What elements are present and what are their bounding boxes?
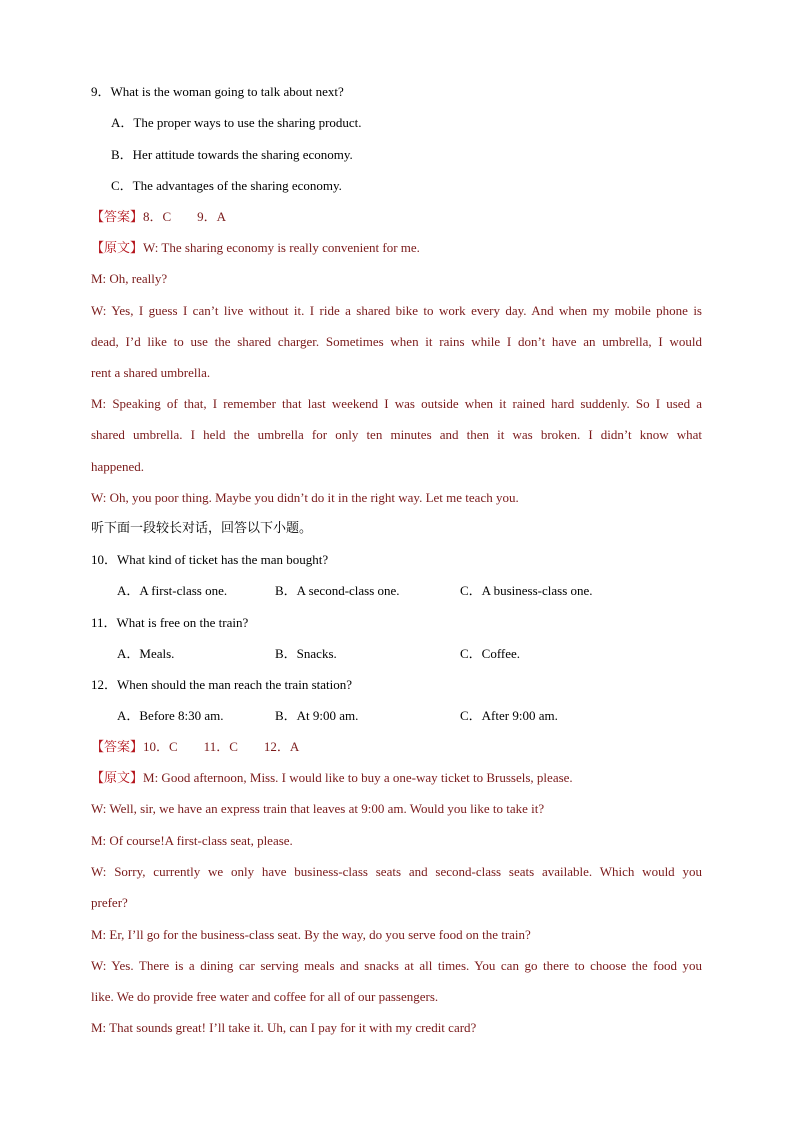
q12-option-a: A．Before 8:30 am.	[117, 708, 224, 723]
q11-option-a: A．Meals.	[117, 646, 175, 661]
transcript-line: M: Oh, really?	[91, 271, 168, 286]
transcript-line: M: Of course!A first-class seat, please.	[91, 833, 293, 848]
q11-option-b: B．Snacks.	[275, 646, 337, 661]
transcript-line: W: Yes. There is a dining car serving meals and snacks at all times. You can go there to choose the food you	[91, 958, 702, 973]
q10-option-c: C．A business-class one.	[460, 583, 593, 598]
q11-option-c: C．Coffee.	[460, 646, 521, 661]
question-12: 12．When should the man reach the train station?	[91, 677, 353, 692]
answer-block-1	[91, 209, 226, 225]
answer-text: 8．C 9．A	[143, 209, 227, 224]
transcript-tag: 【原文】	[91, 770, 144, 785]
transcript-line: dead, I’d like to use the shared charger. Sometimes when it rains while I don’t have an umbrella, I would	[91, 334, 702, 349]
question-10: 10．What kind of ticket has the man bought?	[91, 552, 329, 567]
transcript-line: shared umbrella. I held the umbrella for only ten minutes and then it was broken. I didn’t know what	[91, 427, 702, 442]
transcript-line: rent a shared umbrella.	[91, 365, 211, 380]
transcript-line: M: Er, I’ll go for the business-class seat. By the way, do you serve food on the train?	[91, 927, 531, 942]
section-instruction: 听下面一段较长对话，回答以下小题。	[91, 521, 313, 536]
question-9: 9．What is the woman going to talk about next?	[91, 84, 344, 99]
q9-option-a: A．The proper ways to use the sharing product.	[111, 115, 362, 130]
q12-option-b: B．At 9:00 am.	[275, 708, 359, 723]
transcript-line: W: Well, sir, we have an express train that leaves at 9:00 am. Would you like to take it?	[91, 801, 545, 816]
transcript-line: prefer?	[91, 895, 128, 910]
transcript-block-2	[91, 770, 573, 786]
q9-option-c: C．The advantages of the sharing economy.	[111, 178, 342, 193]
transcript-line: W: The sharing economy is really convenient for me.	[143, 240, 420, 255]
transcript-block-1	[91, 240, 420, 256]
answer-text: 10．C 11．C 12．A	[143, 739, 300, 754]
q12-option-c: C．After 9:00 am.	[460, 708, 558, 723]
transcript-tag: 【原文】	[91, 240, 144, 255]
transcript-line: M: That sounds great! I’ll take it. Uh, can I pay for it with my credit card?	[91, 1020, 477, 1035]
q10-option-b: B．A second-class one.	[275, 583, 400, 598]
transcript-line: like. We do provide free water and coffee for all of our passengers.	[91, 989, 439, 1004]
transcript-line: M: Speaking of that, I remember that last weekend I was outside when it rained hard suddenly. So I used a	[91, 396, 702, 411]
transcript-line: M: Good afternoon, Miss. I would like to buy a one-way ticket to Brussels, please.	[143, 770, 573, 785]
transcript-line: W: Sorry, currently we only have business-class seats and second-class seats available. Which would you	[91, 864, 702, 879]
answer-tag: 【答案】	[91, 739, 144, 754]
answer-tag: 【答案】	[91, 209, 144, 224]
transcript-line: W: Oh, you poor thing. Maybe you didn’t do it in the right way. Let me teach you.	[91, 490, 519, 505]
q10-option-a: A．A first-class one.	[117, 583, 228, 598]
question-11: 11．What is free on the train?	[91, 615, 249, 630]
transcript-line: W: Yes, I guess I can’t live without it. I ride a shared bike to work every day. And when my mobile phone is	[91, 303, 702, 318]
answer-block-2	[91, 739, 299, 755]
transcript-line: happened.	[91, 459, 145, 474]
q9-option-b: B．Her attitude towards the sharing economy.	[111, 147, 353, 162]
